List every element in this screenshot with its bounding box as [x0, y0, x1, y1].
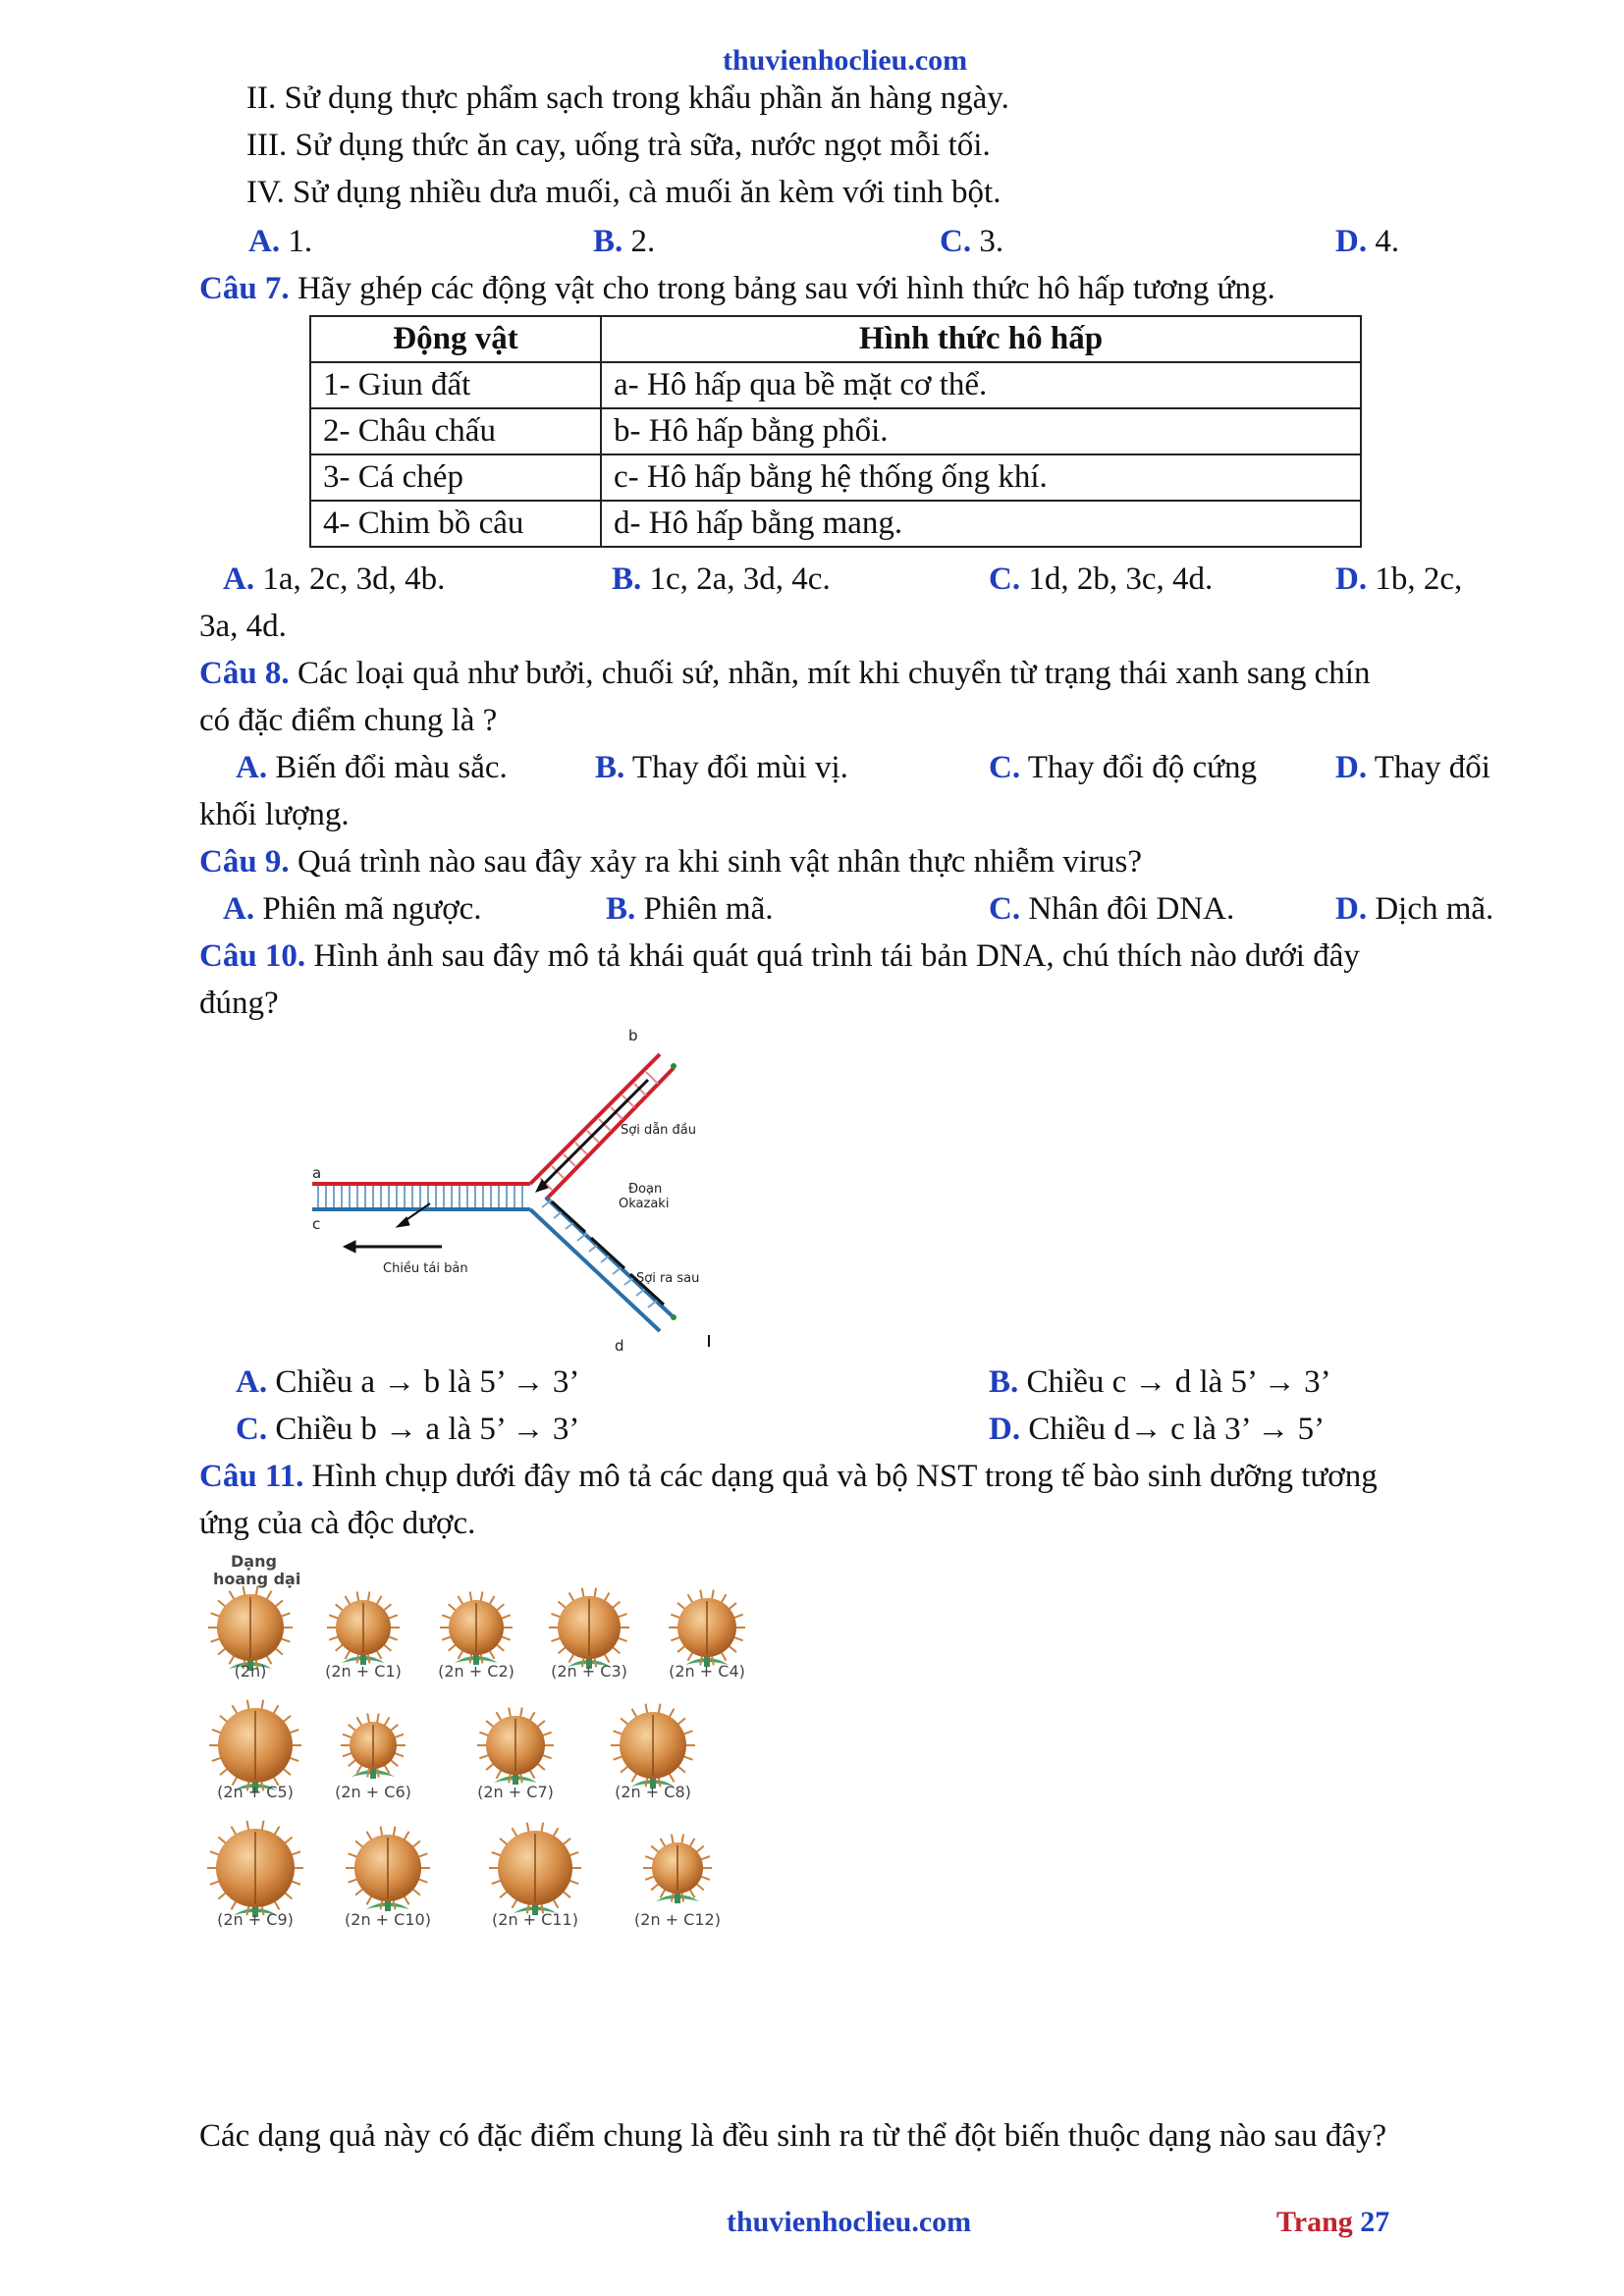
- caption-lagging-strand: Sợi ra sau: [636, 1271, 700, 1286]
- datura-fruit: [208, 1586, 293, 1671]
- datura-fruit: [327, 1592, 400, 1665]
- table-row: [310, 362, 1361, 408]
- dna-replication-figure: [295, 1021, 736, 1360]
- footer-page-number: Trang 27: [1276, 2206, 1390, 2238]
- table-cell: a- Hô hấp qua bề mặt cơ thể.: [601, 362, 1361, 408]
- wild-type-header-1: Dạng: [231, 1552, 277, 1571]
- fruit-caption: (2n + C1): [325, 1662, 402, 1681]
- datura-fruits-figure: [201, 1549, 898, 1981]
- respiration-table: [309, 315, 1362, 548]
- q6-option-c: C. 3.: [940, 224, 1004, 259]
- table-row: [310, 454, 1361, 501]
- q9-option-b: B. Phiên mã.: [606, 891, 774, 927]
- datura-fruit: [209, 1700, 301, 1792]
- q7-option-b: B. 1c, 2a, 3d, 4c.: [612, 561, 831, 597]
- q9-option-c: C. Nhân đôi DNA.: [989, 891, 1235, 927]
- q8-option-b: B. Thay đổi mùi vị.: [595, 750, 848, 785]
- q9-option-d: D. Dịch mã.: [1335, 891, 1494, 927]
- header-site-link[interactable]: thuvienhoclieu.com: [723, 44, 968, 77]
- q9-question: Câu 9. Quá trình nào sau đây xảy ra khi sinh vật nhân thực nhiễm virus?: [199, 844, 1143, 880]
- q10-option-a: A. Chiều a → b là 5’ → 3’: [236, 1364, 580, 1400]
- caption-leading-strand: Sợi dẫn đầu: [621, 1123, 696, 1138]
- datura-fruit: [341, 1714, 406, 1779]
- datura-fruit: [207, 1821, 303, 1917]
- q9-option-a: A. Phiên mã ngược.: [223, 891, 482, 927]
- q8-question-cont: có đặc điểm chung là ?: [199, 703, 498, 738]
- fruit-caption: (2n + C9): [217, 1910, 294, 1929]
- fruit-caption: (2n + C10): [345, 1910, 431, 1929]
- q10-option-d: D. Chiều d→ c là 3’ → 5’: [989, 1412, 1326, 1447]
- datura-fruit: [669, 1590, 745, 1667]
- fruit-caption: (2n + C2): [438, 1662, 514, 1681]
- q8-question: Câu 8. Các loại quả như bưởi, chuối sứ, nhãn, mít khi chuyển từ trạng thái xanh sang chín: [199, 656, 1371, 691]
- q10-question-cont: đúng?: [199, 986, 279, 1021]
- q8-option-d-continued: khối lượng.: [199, 797, 350, 832]
- q7-option-d-continued: 3a, 4d.: [199, 609, 287, 644]
- q6-option-b: B. 2.: [593, 224, 656, 259]
- fruit-caption: (2n + C3): [551, 1662, 627, 1681]
- lagging-strand-arm: [530, 1198, 677, 1331]
- datura-fruit: [549, 1588, 629, 1669]
- table-cell: c- Hô hấp bằng hệ thống ống khí.: [601, 454, 1361, 501]
- table-header-row: [310, 316, 1361, 362]
- q11-question-cont: ứng của cà độc dược.: [199, 1506, 476, 1541]
- fruit-caption: (2n + C12): [634, 1910, 721, 1929]
- table-header-cell: Hình thức hô hấp: [601, 316, 1361, 362]
- q6-option-d: D. 4.: [1335, 224, 1400, 259]
- fruit-caption: (2n + C4): [669, 1662, 745, 1681]
- table-cell: d- Hô hấp bằng mang.: [601, 501, 1361, 547]
- q6-item-4: IV. Sử dụng nhiều dưa muối, cà muối ăn kèm với tinh bột.: [246, 175, 1001, 210]
- parent-duplex: [312, 1184, 530, 1209]
- q7-option-a: A. 1a, 2c, 3d, 4b.: [223, 561, 446, 597]
- datura-fruit: [440, 1592, 513, 1665]
- footer-site-link[interactable]: thuvienhoclieu.com: [727, 2206, 972, 2238]
- q7-question: Câu 7. Hãy ghép các động vật cho trong bảng sau với hình thức hô hấp tương ứng.: [199, 271, 1275, 306]
- datura-fruit: [611, 1704, 695, 1789]
- q10-option-c: C. Chiều b → a là 5’ → 3’: [236, 1412, 580, 1447]
- fruit-caption: (2n + C11): [492, 1910, 578, 1929]
- table-cell: 1- Giun đất: [310, 362, 601, 408]
- direction-arrows: [344, 1080, 648, 1253]
- q6-item-2: II. Sử dụng thực phẩm sạch trong khẩu phần ăn hàng ngày.: [246, 80, 1009, 116]
- q10-option-b: B. Chiều c → d là 5’ → 3’: [989, 1364, 1331, 1400]
- q11-followup: Các dạng quả này có đặc điểm chung là đều sinh ra từ thể đột biến thuộc dạng nào sau đây?: [199, 2118, 1387, 2154]
- q7-option-c: C. 1d, 2b, 3c, 4d.: [989, 561, 1214, 597]
- fruit-caption: (2n): [234, 1662, 267, 1681]
- table-row: [310, 501, 1361, 547]
- q10-question: Câu 10. Hình ảnh sau đây mô tả khái quát quá trình tái bản DNA, chú thích nào dưới đây: [199, 938, 1360, 974]
- table-cell: b- Hô hấp bằng phổi.: [601, 408, 1361, 454]
- q8-option-c: C. Thay đổi độ cứng: [989, 750, 1258, 785]
- label-b: b: [628, 1027, 638, 1044]
- q8-option-a: A. Biến đổi màu sắc.: [236, 750, 508, 785]
- datura-fruit: [489, 1823, 581, 1915]
- label-c: c: [312, 1215, 321, 1233]
- table-row: [310, 408, 1361, 454]
- caption-okazaki-2: Okazaki: [619, 1197, 670, 1211]
- q7-option-d: D. 1b, 2c,: [1335, 561, 1463, 597]
- fruit-caption: (2n + C8): [615, 1783, 691, 1801]
- table-cell: 3- Cá chép: [310, 454, 601, 501]
- label-a: a: [312, 1164, 322, 1182]
- datura-fruit: [477, 1708, 554, 1785]
- table-header-cell: Động vật: [310, 316, 601, 362]
- table-cell: 2- Châu chấu: [310, 408, 601, 454]
- fruit-caption: (2n + C6): [335, 1783, 411, 1801]
- caption-replication-direction: Chiều tái bản: [383, 1261, 468, 1276]
- datura-fruit: [643, 1835, 712, 1903]
- q6-option-a: A. 1.: [248, 224, 313, 259]
- q6-item-3: III. Sử dụng thức ăn cay, uống trà sữa, nước ngọt mỗi tối.: [246, 128, 991, 163]
- datura-fruit: [346, 1827, 430, 1911]
- q11-question: Câu 11. Hình chụp dưới đây mô tả các dạng quả và bộ NST trong tế bào sinh dưỡng tương: [199, 1459, 1378, 1494]
- label-d: d: [615, 1337, 624, 1355]
- wild-type-header-2: hoang dại: [213, 1570, 301, 1588]
- fruit-caption: (2n + C7): [477, 1783, 554, 1801]
- table-cell: 4- Chim bồ câu: [310, 501, 601, 547]
- fruit-caption: (2n + C5): [217, 1783, 294, 1801]
- q8-option-d: D. Thay đổi: [1335, 750, 1490, 785]
- caption-okazaki-1: Đoạn: [628, 1182, 663, 1197]
